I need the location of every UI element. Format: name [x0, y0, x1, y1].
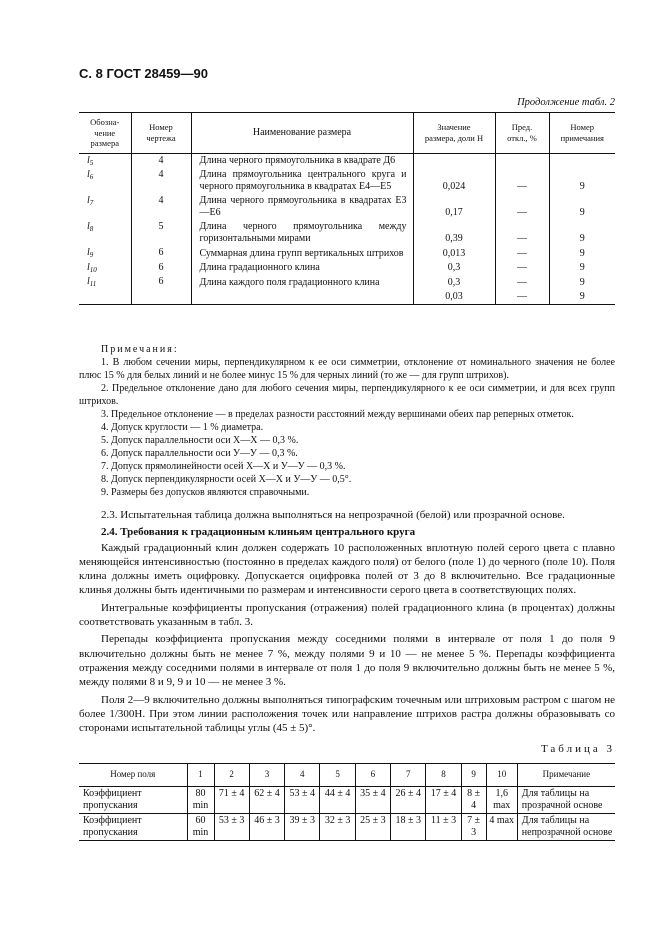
- table-cell: 62 ± 4: [249, 787, 284, 814]
- drawing-number: 4: [131, 154, 191, 169]
- table-2-header: Обозна- чение размера: [79, 113, 131, 154]
- table-cell: 4 max: [486, 814, 517, 841]
- size-value: 0,39: [413, 220, 495, 246]
- row-label: Коэффициент пропускания: [79, 814, 187, 841]
- table-row: [79, 261, 615, 275]
- deviation: —: [495, 246, 549, 260]
- note-number: 9: [549, 290, 615, 305]
- size-symbol: $l_{10}$: [87, 261, 97, 274]
- size-symbol: $l_{11}$: [87, 276, 97, 289]
- table-3-header: 3: [249, 764, 284, 787]
- size-name: Суммарная длина групп вертикальных штрихов: [191, 246, 413, 260]
- size-symbol: $l_8$: [87, 221, 94, 234]
- table-2-header: Значение размера, доли H: [413, 113, 495, 154]
- note-number: 9: [549, 246, 615, 260]
- table-3-caption: Таблица 3: [540, 743, 615, 755]
- size-name: Длина черного прямоугольника в квадратах Е3—Е6: [191, 194, 413, 220]
- table-cell: 39 ± 3: [285, 814, 320, 841]
- table-row: [79, 154, 615, 169]
- table-3-header: 1: [187, 764, 214, 787]
- note-number: 9: [549, 220, 615, 246]
- deviation: —: [495, 261, 549, 275]
- table-cell: 71 ± 4: [214, 787, 249, 814]
- table-cell: 17 ± 4: [426, 787, 461, 814]
- table-3: [79, 763, 615, 841]
- table-cell: 18 ± 3: [391, 814, 426, 841]
- table-3-header: Номер поля: [79, 764, 187, 787]
- table-3-header: 5: [320, 764, 355, 787]
- size-symbol: $l_6$: [87, 169, 94, 182]
- note-item: 6. Допуск параллельности оси У—У — 0,3 %.: [101, 448, 298, 459]
- size-name: Длина каждого поля градационного клина: [191, 275, 413, 289]
- note-item: 9. Размеры без допусков являются справочными.: [101, 487, 310, 498]
- deviation: —: [495, 194, 549, 220]
- size-value: 0,013: [413, 246, 495, 260]
- row-label: Коэффициент пропускания: [79, 787, 187, 814]
- note-number: 9: [549, 194, 615, 220]
- size-symbol: [79, 290, 131, 305]
- deviation: —: [495, 168, 549, 194]
- table-cell: 53 ± 3: [214, 814, 249, 841]
- table-row: [79, 168, 615, 194]
- drawing-number: [131, 290, 191, 305]
- note-item: 5. Допуск параллельности оси X—X — 0,3 %.: [101, 435, 299, 446]
- deviation: [495, 154, 549, 169]
- note-item: 8. Допуск перпендикулярности осей X—X и У—У — 0,5°.: [101, 474, 352, 485]
- drawing-number: 6: [131, 261, 191, 275]
- size-value: 0,024: [413, 168, 495, 194]
- size-name: Длина прямоугольника центрального круга и черного прямоугольника в квадратах Е4—Е5: [191, 168, 413, 194]
- drawing-number: 4: [131, 168, 191, 194]
- drawing-number: 5: [131, 220, 191, 246]
- size-symbol: $l_5$: [87, 155, 94, 167]
- table-cell: 11 ± 3: [426, 814, 461, 841]
- table-cell: 26 ± 4: [391, 787, 426, 814]
- row-note: Для таблицы на прозрачной основе: [517, 787, 615, 814]
- table-row: [79, 275, 615, 289]
- size-name: Длина черного прямоугольника между горизонтальными мирами: [191, 220, 413, 246]
- paragraph: Каждый градационный клин должен содержать 10 расположенных вплотную полей серого цвета с плавно меняющейся интенсивностью (постоянно в пределах каждого поля) от белого (поле 1) до черного (поле 10). Поля клина должны иметь оцифровку. Допускается оцифровка полей от 3 до 8 включительно. Все градационные клинья должны быть идентичными по размерам и интенсивности серого цвета в соответствующих полях.: [79, 541, 615, 597]
- table-cell: 25 ± 3: [355, 814, 390, 841]
- section-heading-2-4: 2.4. Требования к градационным клиньям центрального круга: [101, 526, 416, 539]
- drawing-number: 6: [131, 275, 191, 289]
- size-value: 0,3: [413, 261, 495, 275]
- table-row: [79, 290, 615, 305]
- table-cell: 53 ± 4: [285, 787, 320, 814]
- table-cell: 46 ± 3: [249, 814, 284, 841]
- table-2-header: Наименование размера: [191, 113, 413, 154]
- body-text: [79, 508, 615, 738]
- table-row: [79, 194, 615, 220]
- size-symbol: $l_7$: [87, 195, 94, 208]
- table-row: [79, 220, 615, 246]
- note-item: 4. Допуск круглости — 1 % диаметра.: [101, 422, 264, 433]
- notes-title: Примечания:: [101, 344, 179, 355]
- drawing-number: 6: [131, 246, 191, 260]
- table-cell: 7 ± 3: [461, 814, 486, 841]
- table-cell: 32 ± 3: [320, 814, 355, 841]
- table-cell: 35 ± 4: [355, 787, 390, 814]
- table-2-header-row: [79, 113, 615, 154]
- drawing-number: 4: [131, 194, 191, 220]
- size-symbol: $l_9$: [87, 247, 94, 260]
- note-number: 9: [549, 275, 615, 289]
- continuation-label: Продолжение табл. 2: [517, 97, 615, 108]
- note-number: 9: [549, 261, 615, 275]
- size-value: 0,17: [413, 194, 495, 220]
- table-cell: 60 min: [187, 814, 214, 841]
- paragraph: Перепады коэффициента пропускания между соседними полями в интервале от поля 1 до поля 9 включительно должны быть не менее 7 %, между полями 9 и 10 — не менее 5 %. Перепады коэффициента отражения между соседними полями в интервале от поля 1 до поля 9 включительно должны быть не менее 5 %, между полями 8 и 9, 9 и 10 — не менее 3 %.: [79, 633, 615, 689]
- deviation: —: [495, 220, 549, 246]
- table-row: [79, 787, 615, 814]
- paragraph: Интегральные коэффициенты пропускания (отражения) полей градационного клина (в процентах) должны соответствовать указанным в табл. 3.: [79, 601, 615, 629]
- paragraph-2-3: 2.3. Испытательная таблица должна выполняться на непрозрачной (белой) или прозрачной основе.: [101, 509, 565, 521]
- table-cell: 1,6 max: [486, 787, 517, 814]
- size-name: [191, 290, 413, 305]
- deviation: —: [495, 275, 549, 289]
- page-header: С. 8 ГОСТ 28459—90: [79, 66, 208, 81]
- table-2: [79, 112, 615, 305]
- table-3-header: 7: [391, 764, 426, 787]
- note-number: 9: [549, 168, 615, 194]
- table-2-header: Номер примечания: [549, 113, 615, 154]
- note-item: 1. В любом сечении миры, перпендикулярном к ее оси симметрии, отклонение от номинального значения не более плюс 15 % для белых линий и не более минус 15 % для черных линий (то же — для групп штрихов).: [79, 357, 615, 381]
- table-cell: 8 ± 4: [461, 787, 486, 814]
- notes-block: [79, 343, 615, 499]
- table-2-header: Номер чертежа: [131, 113, 191, 154]
- note-item: 7. Допуск прямолинейности осей X—X и У—У — 0,3 %.: [101, 461, 346, 472]
- table-3-header: 8: [426, 764, 461, 787]
- size-value: 0,3: [413, 275, 495, 289]
- table-3-header: 4: [285, 764, 320, 787]
- table-3-header-row: [79, 764, 615, 787]
- size-value: 0,03: [413, 290, 495, 305]
- row-note: Для таблицы на непрозрачной основе: [517, 814, 615, 841]
- table-2-header: Пред. откл., %: [495, 113, 549, 154]
- size-value: [413, 154, 495, 169]
- table-cell: 44 ± 4: [320, 787, 355, 814]
- table-row: [79, 246, 615, 260]
- table-3-header: 9: [461, 764, 486, 787]
- size-name: Длина градационного клина: [191, 261, 413, 275]
- table-3-header: 6: [355, 764, 390, 787]
- table-row: [79, 814, 615, 841]
- paragraph: Поля 2—9 включительно должны выполняться типографским точечным или штриховым растром с шагом не более 1/300H. При этом линии расположения точек или направление штрихов растра должны образовывать со сторонами испытательной таблицы углы (45 ± 5)°.: [79, 693, 615, 735]
- note-number: [549, 154, 615, 169]
- table-3-header: 10: [486, 764, 517, 787]
- size-name: Длина черного прямоугольника в квадрате Д6: [191, 154, 413, 169]
- deviation: —: [495, 290, 549, 305]
- table-cell: 80 min: [187, 787, 214, 814]
- table-3-header: Примечание: [517, 764, 615, 787]
- note-item: 2. Предельное отклонение дано для любого сечения миры, перпендикулярного к ее оси симметрии, и для всех групп штрихов.: [79, 383, 615, 407]
- table-3-header: 2: [214, 764, 249, 787]
- note-item: 3. Предельное отклонение — в пределах разности расстояний между вершинами обеих пар реперных отметок.: [101, 409, 574, 420]
